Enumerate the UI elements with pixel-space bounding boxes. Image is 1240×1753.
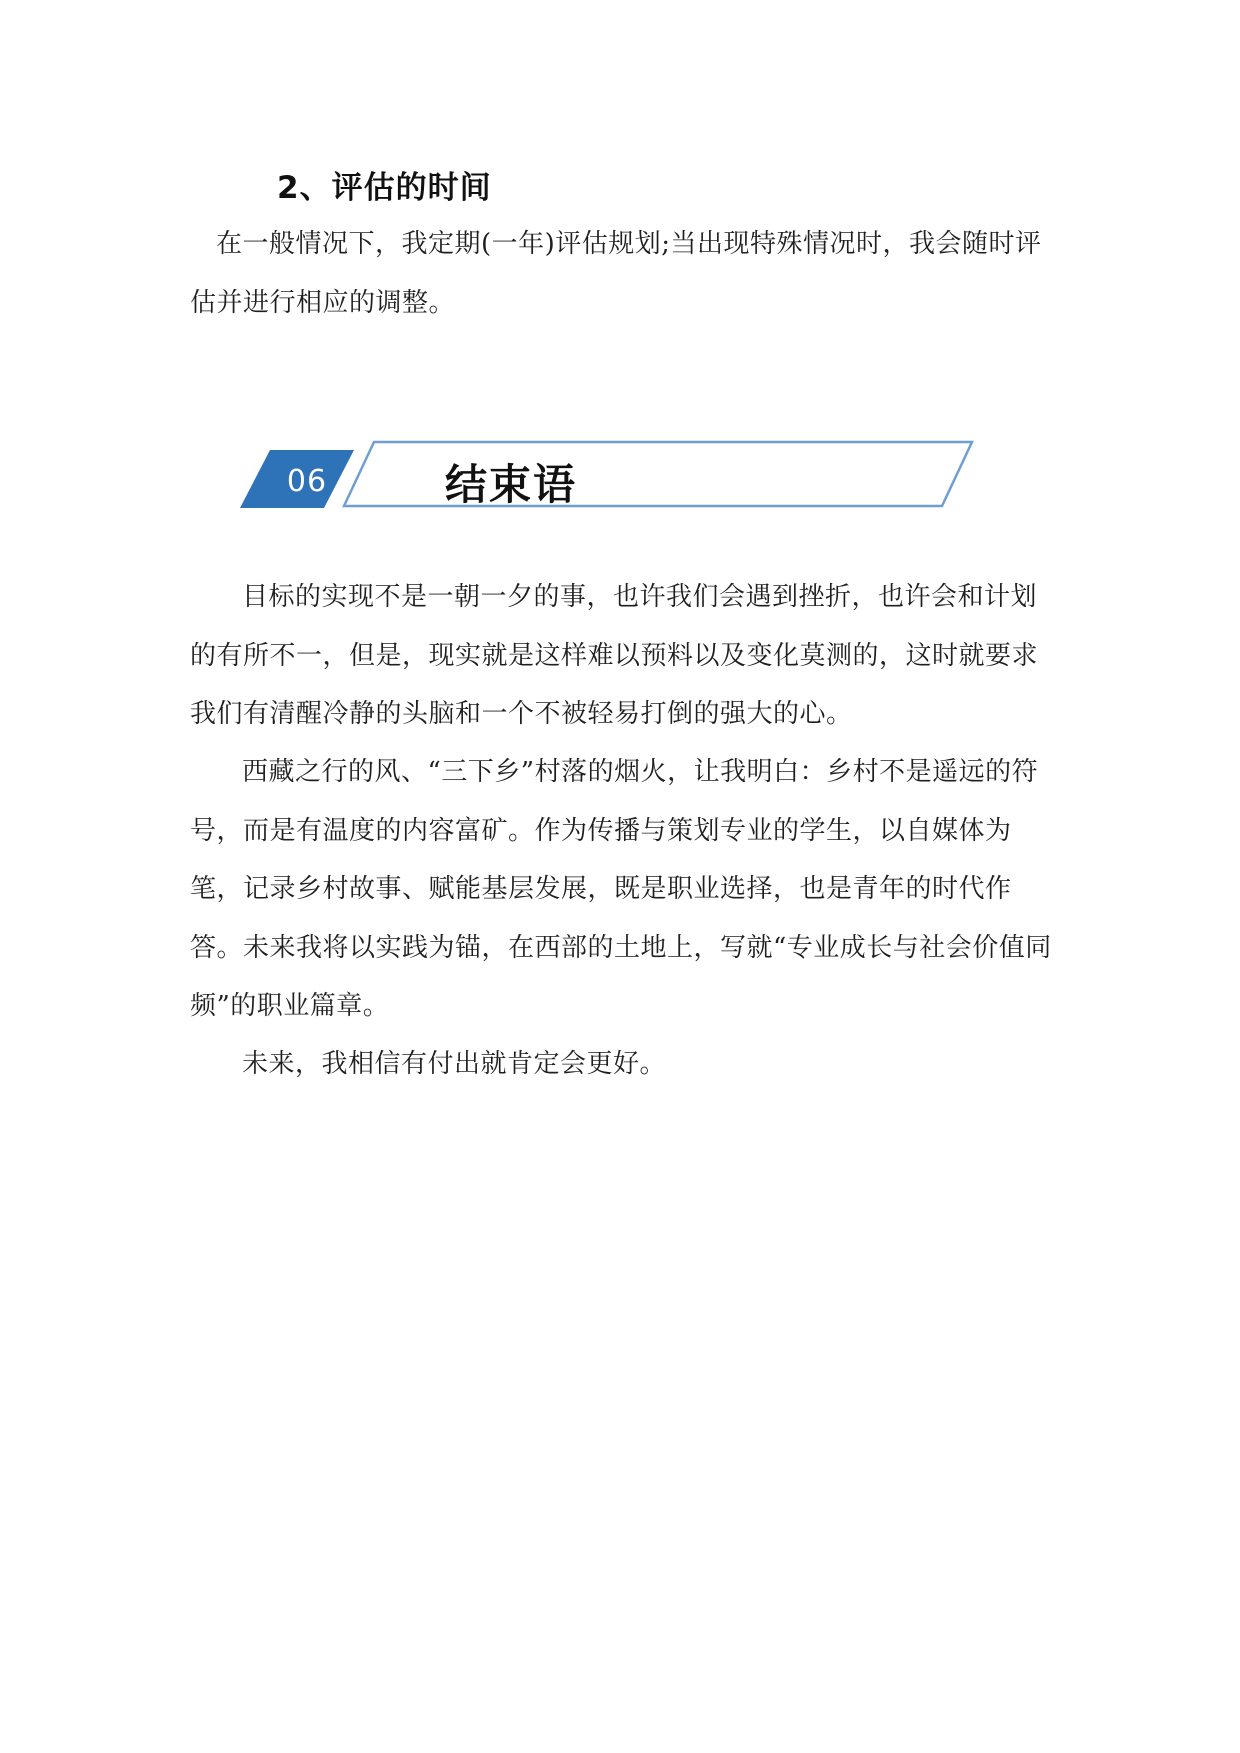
evaluation-time-paragraph: 在一般情况下，我定期(一年)评估规划;当出现特殊情况时，我会随时评估并进行相应的调整。 [190,229,1042,318]
body-paragraph: 未来，我相信有付出就肯定会更好。 [242,1049,667,1079]
section-title: 结束语 [445,460,578,509]
section-number: 06 [286,464,328,499]
body-paragraph: 西藏之行的风、“三下乡”村落的烟火，让我明白：乡村不是遥远的符号，而是有温度的内容富矿。作为传播与策划专业的学生，以自媒体为笔，记录乡村故事、赋能基层发展，既是职业选择，也是青年的时代作答。未来我将以实践为锚，在西部的土地上，写就“专业成长与社会价值同频”的职业篇章。 [190,757,1052,1021]
body-paragraph: 目标的实现不是一朝一夕的事，也许我们会遇到挫折，也许会和计划的有所不一，但是，现实就是这样难以预料以及变化莫测的，这时就要求我们有清醒冷静的头脑和一个不被轻易打倒的强大的心。 [190,582,1039,729]
section-banner [240,440,1000,522]
subsection-heading: 2、评估的时间 [277,170,492,206]
section-title-frame [344,442,972,506]
section-banner-shape [240,440,1000,522]
